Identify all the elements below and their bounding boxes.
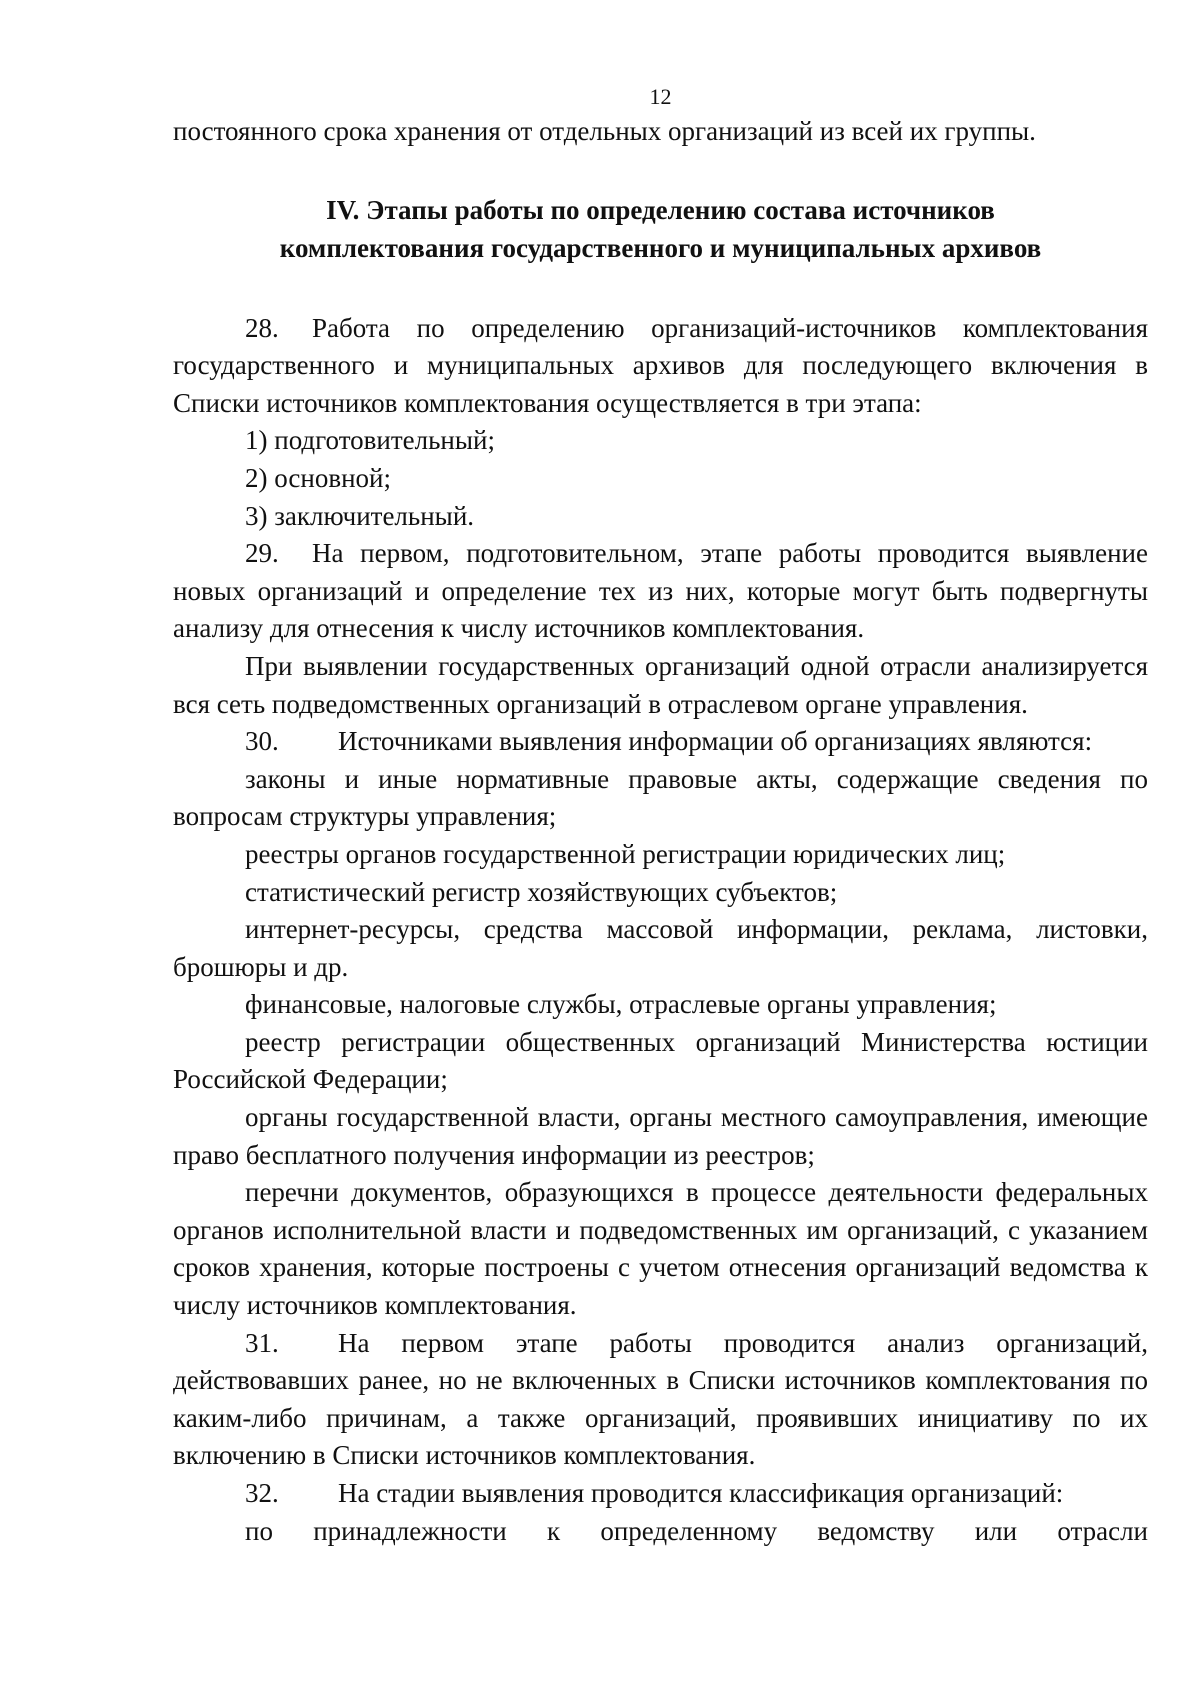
paragraph-29-continued: При выявлении государственных организаций одной отрасли анализируется вся сеть подведомственных организаций в отраслевом органе управления. <box>173 650 1148 719</box>
section-heading-line1: IV. Этапы работы по определению состава источников <box>326 194 995 225</box>
paragraph-28-number: 28. <box>245 312 279 343</box>
paragraph-31 <box>173 1325 1148 1475</box>
source-item-1: законы и иные нормативные правовые акты, содержащие сведения по вопросам структуры управления; <box>173 763 1148 832</box>
paragraph-31-number: 31. <box>245 1327 279 1358</box>
list-item-3: 3) заключительный. <box>245 500 475 531</box>
paragraph-28 <box>173 310 1148 423</box>
paragraph-32-text: На стадии выявления проводится классификация организаций: <box>338 1478 1064 1508</box>
paragraph-31-text: На первом этапе работы проводится анализ организаций, действовавших ранее, но не включенных в Списки источников комплектования по каким-либо причинам, а также организаций, проявивших инициативу по их включению в Списки источников комплектования. <box>173 1327 1148 1471</box>
source-item-7: органы государственной власти, органы местного самоуправления, имеющие право бесплатного получения информации из реестров; <box>173 1102 1148 1170</box>
paragraph-29-text: На первом, подготовительном, этапе работы проводится выявление новых организаций и определение тех из них, которые могут быть подвергнуты анализу для отнесения к числу источников комплектования. <box>173 538 1148 644</box>
paragraph-30-text: Источниками выявления информации об организациях являются: <box>338 726 1093 757</box>
page-number: 12 <box>649 84 672 109</box>
paragraph-32-number: 32. <box>245 1478 279 1508</box>
paragraph-32 <box>173 1475 1148 1513</box>
paragraph-29 <box>173 535 1148 648</box>
source-item-8: перечни документов, образующихся в процессе деятельности федеральных органов исполнительной власти и подведомственных им организаций, с указанием сроков хранения, которые построены с учетом отнесения организаций ведомства к числу источников комплектования. <box>173 1177 1148 1321</box>
paragraph-32-classification-line: по принадлежности к определенному ведомству или отрасли <box>245 1515 1148 1546</box>
source-item-2: реестры органов государственной регистрации юридических лиц; <box>245 838 1006 869</box>
paragraph-29-number: 29. <box>245 538 279 569</box>
paragraph-30 <box>173 723 1148 761</box>
paragraph-30-number: 30. <box>245 726 279 757</box>
source-item-4: интернет-ресурсы, средства массовой информации, реклама, листовки, брошюры и др. <box>173 914 1148 982</box>
continuation-paragraph: постоянного срока хранения от отдельных организаций из всей их группы. <box>173 116 1036 146</box>
list-item-2: 2) основной; <box>245 462 391 493</box>
section-heading-line2: комплектования государственного и муниципальных архивов <box>279 232 1042 263</box>
paragraph-28-text: Работа по определению организаций-источников комплектования государственного и муниципальных архивов для последующего включения в Списки источников комплектования осуществляется в три этапа: <box>173 312 1148 418</box>
document-body <box>173 113 1148 1550</box>
list-item-1: 1) подготовительный; <box>245 425 495 456</box>
source-item-5: финансовые, налоговые службы, отраслевые органы управления; <box>245 989 997 1020</box>
source-item-6: реестр регистрации общественных организаций Министерства юстиции Российской Федерации; <box>173 1026 1148 1095</box>
section-heading <box>173 191 1148 267</box>
source-item-3: статистический регистр хозяйствующих субъектов; <box>245 876 838 907</box>
